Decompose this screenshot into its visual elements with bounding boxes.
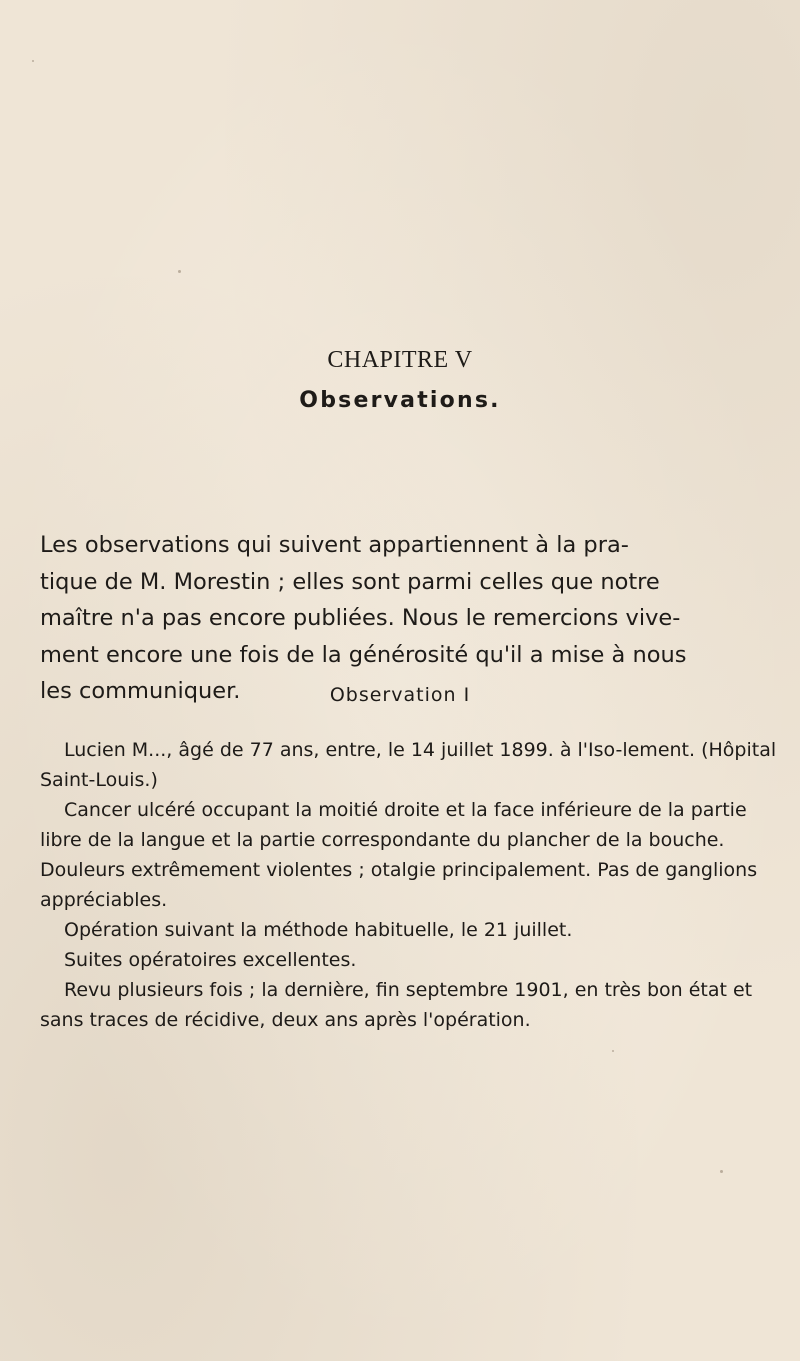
observation-heading: Observation I (329, 684, 471, 706)
intro-line: les communiquer. (40, 678, 241, 704)
observation-paragraph: Lucien M..., âgé de 77 ans, entre, le 14 juillet 1899. à l'Iso-lement. (Hôpital Saint-Louis.) (40, 739, 777, 791)
observation-paragraph: Opération suivant la méthode habituelle, le 21 juillet. (64, 919, 573, 941)
chapter-title: CHAPITRE V (327, 347, 473, 373)
paper-speck (178, 270, 181, 273)
intro-paragraph (40, 527, 785, 710)
paper-speck (32, 60, 34, 62)
paper-speck (720, 1170, 723, 1173)
paper-speck (612, 1050, 614, 1052)
observation-paragraph: Suites opératoires excellentes. (64, 949, 357, 971)
observation-body (40, 735, 788, 1035)
intro-line: maître n'a pas encore publiées. Nous le remercions vive- (40, 605, 681, 631)
observation-paragraph: Revu plusieurs fois ; la dernière, fin septembre 1901, en très bon état et sans traces de récidive, deux ans après l'opération. (40, 979, 753, 1031)
intro-line: tique de M. Morestin ; elles sont parmi celles que notre (40, 568, 660, 595)
observation-paragraph: Cancer ulcéré occupant la moitié droite et la face inférieure de la partie libre de la langue et la partie correspondante du plancher de la bouche. Douleurs extrêmement violentes ; otalgie principalement. Pas de ganglions appréciables. (40, 799, 758, 911)
section-title: Observations. (299, 388, 501, 413)
intro-line: ment encore une fois de la générosité qu'il a mise à nous (40, 641, 687, 668)
intro-line: Les observations qui suivent appartiennent à la pra- (40, 532, 629, 558)
